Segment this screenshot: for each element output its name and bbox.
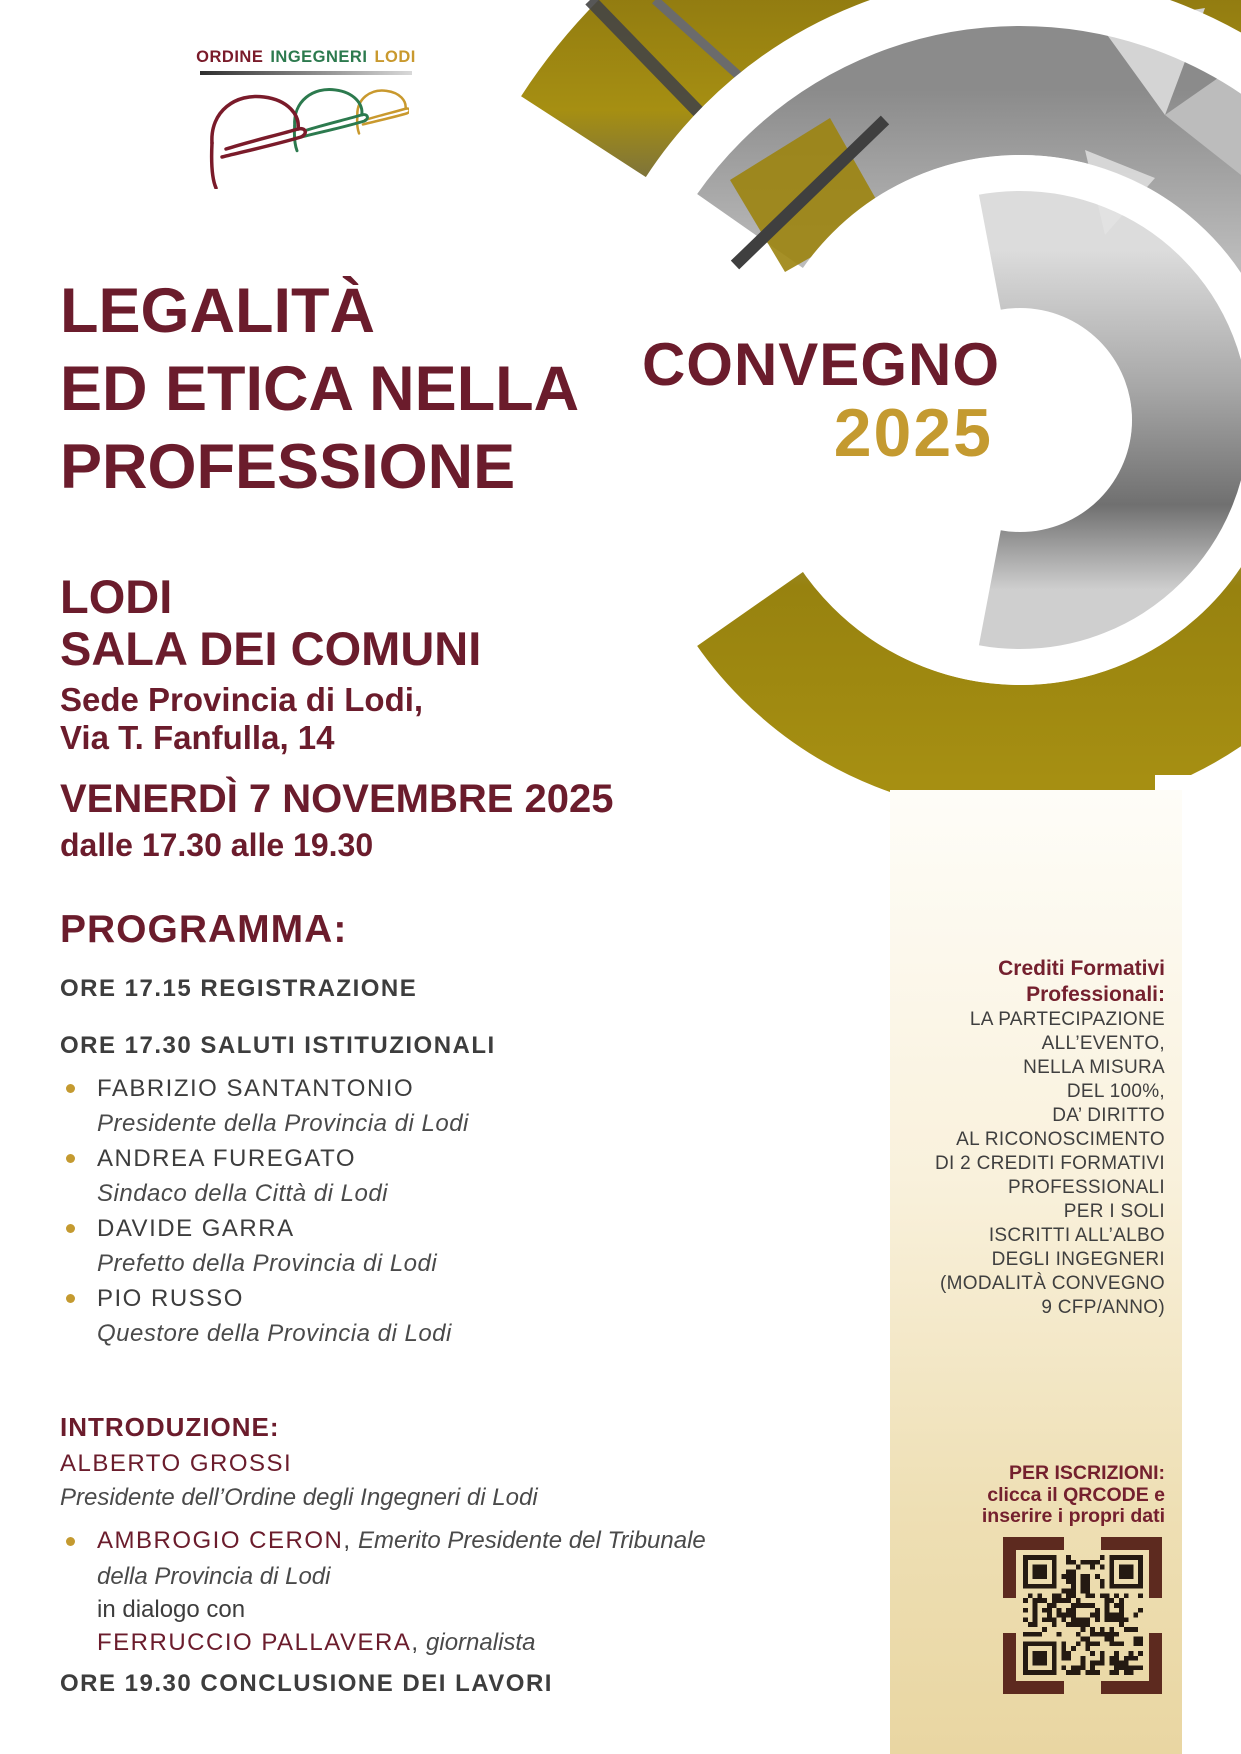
- convegno-year: 2025: [833, 395, 993, 471]
- logo-word-lodi: LODI: [374, 48, 416, 66]
- credits-line: (MODALITÀ CONVEGNO: [940, 1273, 1165, 1294]
- venue-address-line2: Via T. Fanfulla, 14: [60, 719, 335, 756]
- credits-line: PER I SOLI: [1063, 1201, 1165, 1222]
- dialogue-role2: giornalista: [426, 1629, 536, 1656]
- list-item: [60, 1071, 780, 1141]
- dialogue-block: [60, 1524, 800, 1662]
- dialogue-line4: [97, 1626, 706, 1662]
- separator: ,: [343, 1527, 351, 1554]
- credits-line: DEL 100%,: [1066, 1081, 1165, 1102]
- credits-line: DA’ DIRITTO: [1052, 1105, 1165, 1126]
- list-item: [60, 1211, 780, 1281]
- datetime-block: [60, 775, 614, 865]
- separator: ,: [411, 1629, 419, 1656]
- list-item: [60, 1281, 780, 1351]
- program-slot-closing: ORE 19.30 CONCLUSIONE DEI LAVORI: [60, 1670, 553, 1697]
- introduction-heading: INTRODUZIONE:: [60, 1412, 280, 1442]
- venue-hall: SALA DEI COMUNI: [60, 622, 482, 675]
- introduction-role: Presidente dell’Ordine degli Ingegneri di Lodi: [60, 1484, 538, 1511]
- credits-line: DEGLI INGEGNERI: [991, 1249, 1165, 1270]
- speaker-name: PIO RUSSO: [97, 1285, 244, 1312]
- program-slot-registration: ORE 17.15 REGISTRAZIONE: [60, 975, 418, 1002]
- venue-block: [60, 571, 481, 757]
- program-heading: PROGRAMMA:: [60, 908, 348, 951]
- credits-title-line2: Professionali:: [1026, 983, 1165, 1006]
- venue-address: [60, 681, 481, 757]
- credits-line: NELLA MISURA: [1023, 1057, 1165, 1078]
- dialogue-role-line2: della Provincia di Lodi: [97, 1563, 331, 1590]
- dialogue-connector: in dialogo con: [97, 1596, 246, 1623]
- bullet-icon: [66, 1537, 75, 1546]
- logo-underline: [200, 71, 412, 75]
- title-line: LEGALITÀ: [60, 276, 375, 346]
- introduction-name: ALBERTO GROSSI: [60, 1450, 293, 1477]
- dialogue-name: AMBROGIO CERON: [97, 1527, 344, 1554]
- qr-code-image: [1023, 1555, 1143, 1675]
- credits-line: 9 CFP/ANNO): [1041, 1297, 1165, 1318]
- credits-line: ISCRITTI ALL’ALBO: [988, 1225, 1165, 1246]
- dialogue-name2: FERRUCCIO PALLAVERA: [97, 1629, 412, 1656]
- credits-block: [910, 956, 1165, 1320]
- speaker-role: Prefetto della Provincia di Lodi: [97, 1250, 438, 1277]
- title-line: PROFESSIONE: [60, 432, 516, 502]
- list-item: [60, 1141, 780, 1211]
- iscrizioni-line: inserire i propri dati: [981, 1505, 1165, 1527]
- speaker-role: Presidente della Provincia di Lodi: [97, 1110, 469, 1137]
- speaker-name: FABRIZIO SANTANTONIO: [97, 1075, 415, 1102]
- logo-word-ordine: ORDINE: [196, 48, 264, 66]
- iscrizioni-block: [910, 1463, 1165, 1528]
- iscrizioni-line: PER ISCRIZIONI:: [1008, 1462, 1165, 1484]
- speaker-name: ANDREA FUREGATO: [97, 1145, 356, 1172]
- bullet-icon: [66, 1294, 75, 1303]
- speakers-list: [60, 1071, 780, 1351]
- logo: [196, 48, 416, 194]
- event-date: VENERDÌ 7 NOVEMBRE 2025: [60, 777, 614, 821]
- bullet-icon: [66, 1154, 75, 1163]
- credits-title-line1: Crediti Formativi: [998, 957, 1165, 980]
- dialogue-line1: [97, 1524, 706, 1560]
- event-time: dalle 17.30 alle 19.30: [60, 827, 374, 863]
- logo-word-ingegneri: INGEGNERI: [270, 48, 368, 66]
- dialogue-role: Emerito Presidente del Tribunale: [358, 1527, 706, 1554]
- logo-wordmark: [196, 48, 416, 67]
- bullet-icon: [66, 1084, 75, 1093]
- venue-city: LODI: [60, 570, 173, 623]
- speaker-role: Sindaco della Città di Lodi: [97, 1180, 389, 1207]
- speaker-name: DAVIDE GARRA: [97, 1215, 295, 1242]
- qr-code[interactable]: [1003, 1537, 1162, 1694]
- title-line: ED ETICA NELLA: [60, 354, 580, 424]
- credits-line: PROFESSIONALI: [1008, 1177, 1165, 1198]
- introduction-block: [60, 1412, 538, 1513]
- venue-address-line1: Sede Provincia di Lodi,: [60, 681, 424, 718]
- convegno-badge: [640, 331, 1000, 471]
- convegno-label: CONVEGNO: [641, 331, 1000, 398]
- credits-line: ALL’EVENTO,: [1041, 1033, 1165, 1054]
- speaker-role: Questore della Provincia di Lodi: [97, 1320, 452, 1347]
- bullet-icon: [66, 1224, 75, 1233]
- credits-line: LA PARTECIPAZIONE: [969, 1009, 1165, 1030]
- helmets-logo-icon: [204, 79, 409, 189]
- credits-line: AL RICONOSCIMENTO: [956, 1129, 1165, 1150]
- poster-title: [60, 272, 579, 506]
- iscrizioni-line: clicca il QRCODE e: [987, 1483, 1165, 1506]
- program-slot-greetings: ORE 17.30 SALUTI ISTITUZIONALI: [60, 1032, 496, 1059]
- credits-line: DI 2 CREDITI FORMATIVI: [934, 1153, 1165, 1174]
- sidebar-panel: [890, 790, 1182, 1754]
